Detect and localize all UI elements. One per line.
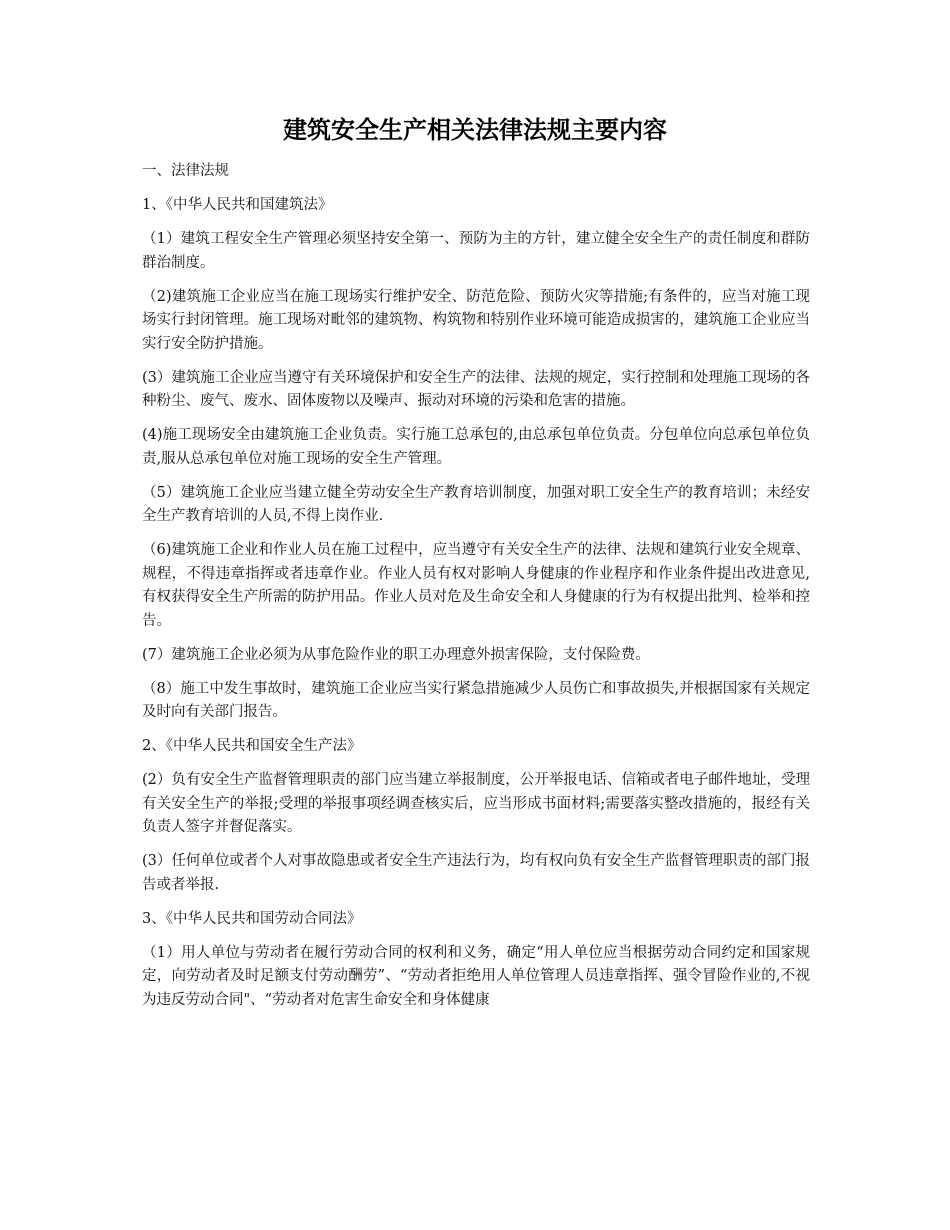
paragraph: (4)施工现场安全由建筑施工企业负责。实行施工总承包的,由总承包单位负责。分包单位向总承包单位负责,服从总承包单位对施工现场的安全生产管理。: [142, 427, 810, 467]
paragraph: (2）负有安全生产监督管理职责的部门应当建立举报制度，公开举报电话、信箱或者电子邮件地址，受理有关安全生产的举报;受理的举报事项经调查核实后，应当形成书面材料;需要落实整改措施的，报经有关负责人签字并督促落实。: [142, 772, 810, 835]
law-heading-safety-production-law: 2、《中华人民共和国安全生产法》: [142, 738, 362, 754]
paragraph: （1）建筑工程安全生产管理必须坚持安全第一、预防为主的方针，建立健全安全生产的责任制度和群防群治制度。: [142, 231, 810, 271]
paragraph: (3）建筑施工企业应当遵守有关环境保护和安全生产的法律、法规的规定，实行控制和处理施工现场的各种粉尘、废气、废水、固体废物以及噪声、振动对环境的污染和危害的措施。: [142, 369, 810, 409]
law-heading-construction-law: 1、《中华人民共和国建筑法》: [142, 197, 333, 213]
paragraph: （1）用人单位与劳动者在履行劳动合同的权利和义务，确定“用人单位应当根据劳动合同约定和国家规定，向劳动者及时足额支付劳动酬劳”、“劳动者拒绝用人单位管理人员违章指挥、强令冒险作业的,不视为违反劳动合同"、“劳动者对危害生命安全和身体健康: [142, 944, 810, 1008]
section-heading-laws: 一、法律法规: [142, 163, 229, 179]
paragraph: （6)建筑施工企业和作业人员在施工过程中，应当遵守有关安全生产的法律、法规和建筑行业安全规章、规程，不得违章指挥或者违章作业。作业人员有权对影响人身健康的作业程序和作业条件提出改进意见,有权获得安全生产所需的防护用品。作业人员对危及生命安全和人身健康的行为有权提出批判、检举和控告。: [142, 542, 810, 629]
document-body: [142, 160, 810, 1023]
paragraph: （8）施工中发生事故时，建筑施工企业应当实行紧急措施减少人员伤亡和事故损失,并根据国家有关规定及时向有关部门报告。: [142, 680, 810, 720]
paragraph: （5）建筑施工企业应当建立健全劳动安全生产教育培训制度，加强对职工安全生产的教育培训；未经安全生产教育培训的人员,不得上岗作业.: [142, 484, 810, 524]
paragraph: （2)建筑施工企业应当在施工现场实行维护安全、防范危险、预防火灾等措施;有条件的，应当对施工现场实行封闭管理。施工现场对毗邻的建筑物、构筑物和特别作业环境可能造成损害的，建筑施工企业应当实行安全防护措施。: [142, 288, 810, 352]
document-title: 建筑安全生产相关法律法规主要内容: [283, 115, 667, 144]
law-heading-labor-contract-law: 3、《中华人民共和国劳动合同法》: [142, 910, 362, 927]
paragraph: (3）任何单位或者个人对事故隐患或者安全生产违法行为，均有权向负有安全生产监督管理职责的部门报告或者举报.: [142, 853, 810, 893]
paragraph: (7）建筑施工企业必须为从事危险作业的职工办理意外损害保险，支付保险费。: [142, 646, 650, 663]
